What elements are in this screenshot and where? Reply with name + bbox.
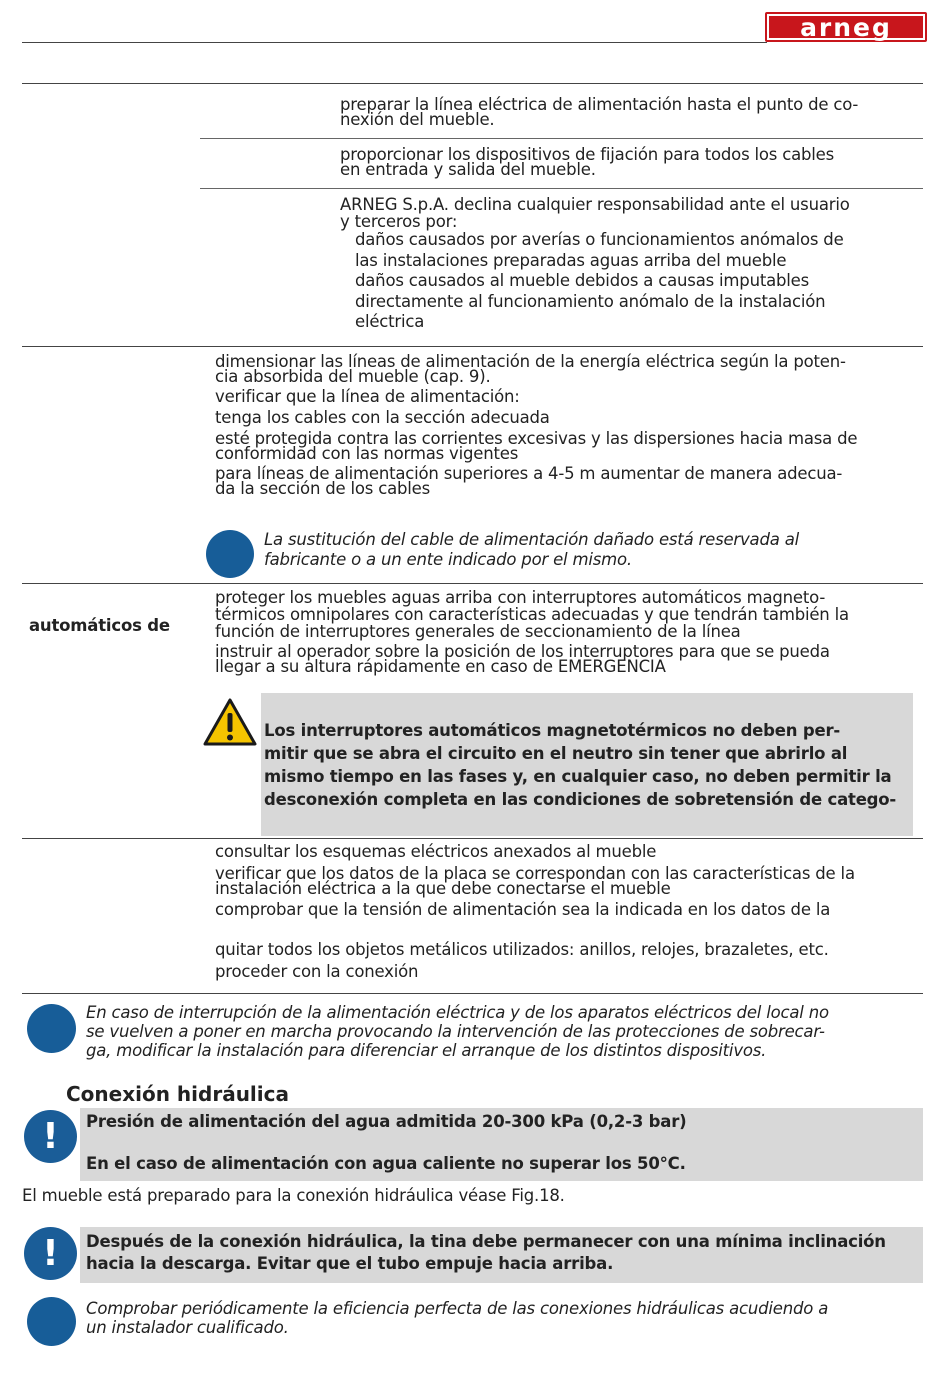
section-text — [215, 844, 855, 979]
text-line: cia absorbida del mueble (cap. 9). — [215, 367, 491, 386]
text-line: para líneas de alimentación superiores a 4-5 m aumentar de manera adecua- — [215, 464, 843, 483]
row-text — [340, 196, 850, 333]
text-line: daños causados por averías o funcionamientos anómalos de — [355, 230, 844, 249]
text-line: función de interruptores generales de seccionamiento de la línea — [215, 622, 741, 641]
text-line: directamente al funcionamiento anómalo de la instalación — [355, 291, 826, 311]
text-line: se vuelven a poner en marcha provocando la intervención de las protecciones de sobrecar- — [86, 1022, 825, 1041]
text-line: conformidad con las normas vigentes — [215, 444, 519, 463]
logo-text: arneg — [800, 12, 892, 42]
arneg-logo — [765, 12, 927, 42]
text-line: Después de la conexión hidráulica, la tina debe permanecer con una mínima inclinación — [86, 1232, 886, 1251]
mandatory-icon: ! — [24, 1227, 77, 1280]
text-line: las instalaciones preparadas aguas arriba del mueble — [355, 250, 787, 270]
text-line: La sustitución del cable de alimentación dañado está reservada al — [264, 530, 799, 549]
section-text — [215, 590, 849, 674]
notice-text — [86, 1231, 886, 1275]
info-icon — [206, 530, 254, 578]
note-text — [86, 1299, 828, 1337]
text-line: eléctrica — [355, 312, 425, 331]
text-line: instalación eléctrica a la que debe conectarse el mueble — [215, 879, 671, 898]
header-rule — [22, 42, 767, 43]
text-line: verificar que la línea de alimentación: — [215, 387, 520, 406]
info-icon — [27, 1004, 76, 1053]
body-text: El mueble está preparado para la conexión hidráulica véase Fig.18. — [22, 1186, 565, 1205]
text-line: preparar la línea eléctrica de alimentación hasta el punto de co- — [340, 95, 859, 114]
section-text — [215, 354, 857, 496]
text-line: mismo tiempo en las fases y, en cualquier caso, no deben permitir la — [264, 767, 892, 786]
text-line: esté protegida contra las corrientes excesivas y las dispersiones hacia masa de — [215, 429, 858, 448]
section-divider — [22, 83, 923, 84]
notice-text — [86, 1112, 687, 1173]
row-divider — [200, 188, 923, 189]
text-line: daños causados al mueble debidos a causas imputables — [355, 271, 810, 290]
text-line: un instalador cualificado. — [86, 1318, 289, 1337]
mandatory-icon: ! — [24, 1110, 77, 1163]
text-line: proporcionar los dispositivos de fijación para todos los cables — [340, 145, 835, 164]
side-label: automáticos de — [29, 616, 170, 635]
text-line: proteger los muebles aguas arriba con interruptores automáticos magneto- — [215, 588, 826, 607]
text-line: da la sección de los cables — [215, 479, 431, 498]
warning-icon — [203, 697, 257, 747]
text-line: y terceros por: — [340, 212, 458, 231]
row-divider — [200, 138, 923, 139]
info-icon — [27, 1297, 76, 1346]
text-line: mitir que se abra el circuito en el neutro sin tener que abrirlo al — [264, 744, 848, 763]
text-line: En el caso de alimentación con agua caliente no superar los 50°C. — [86, 1154, 686, 1173]
text-line: En caso de interrupción de la alimentación eléctrica y de los aparatos eléctricos del local no — [86, 1003, 829, 1022]
section-divider — [22, 346, 923, 347]
section-divider — [22, 993, 923, 994]
row-text — [340, 97, 858, 127]
text-line: hacia la descarga. Evitar que el tubo empuje hacia arriba. — [86, 1254, 614, 1273]
text-line: comprobar que la tensión de alimentación sea la indicada en los datos de la — [215, 900, 831, 919]
text-line: consultar los esquemas eléctricos anexados al mueble — [215, 842, 657, 861]
warning-text — [264, 719, 896, 811]
text-line: Comprobar periódicamente la eficiencia perfecta de las conexiones hidráulicas acudiendo a — [86, 1299, 829, 1318]
text-line: Presión de alimentación del agua admitida 20-300 kPa (0,2-3 bar) — [86, 1112, 687, 1131]
text-line: ga, modificar la instalación para diferenciar el arranque de los distintos dispositivos. — [86, 1041, 767, 1060]
text-line: nexión del mueble. — [340, 110, 495, 129]
text-line: dimensionar las líneas de alimentación de la energía eléctrica según la poten- — [215, 352, 846, 371]
text-line: desconexión completa en las condiciones de sobretensión de catego- — [264, 790, 897, 809]
text-line: verificar que los datos de la placa se correspondan con las características de la — [215, 864, 855, 883]
text-line: térmicos omnipolares con características adecuadas y que tendrán también la — [215, 605, 849, 624]
text-line: en entrada y salida del mueble. — [340, 160, 596, 179]
note-text — [264, 530, 799, 570]
section-heading: Conexión hidráulica — [66, 1082, 289, 1106]
text-line: quitar todos los objetos metálicos utilizados: anillos, relojes, brazaletes, etc. — [215, 940, 829, 959]
note-text — [86, 1003, 829, 1060]
text-line: fabricante o a un ente indicado por el mismo. — [264, 550, 632, 569]
text-line: proceder con la conexión — [215, 962, 419, 981]
text-line: ARNEG S.p.A. declina cualquier responsabilidad ante el usuario — [340, 195, 850, 214]
row-text — [340, 147, 834, 177]
text-line: Los interruptores automáticos magnetotérmicos no deben per- — [264, 721, 841, 740]
text-line: tenga los cables con la sección adecuada — [215, 408, 550, 427]
text-line: llegar a su altura rápidamente en caso de EMERGENCIA — [215, 657, 666, 676]
section-divider — [22, 838, 923, 839]
section-divider — [22, 583, 923, 584]
text-line: instruir al operador sobre la posición de los interruptores para que se pueda — [215, 642, 830, 661]
